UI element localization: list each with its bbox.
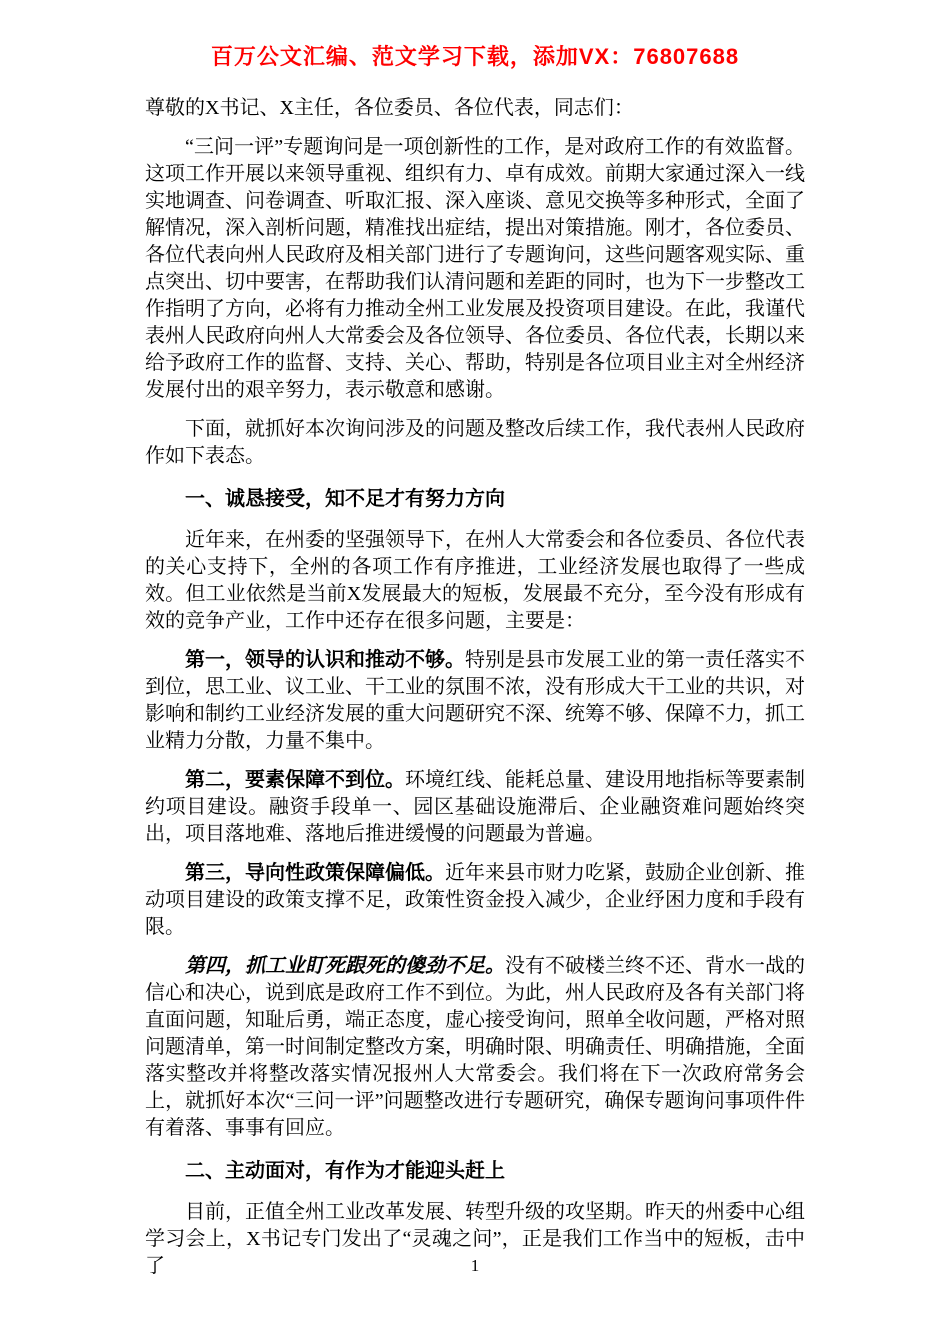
paragraph-item-4 bbox=[145, 953, 805, 1142]
paragraph-transition: 下面，就抓好本次询问涉及的问题及整改后续工作，我代表州人民政府作如下表态。 bbox=[145, 418, 805, 467]
item-1-text: 特别是县市发展工业的第一责任落实不到位，思工业、议工业、干工业的氛围不浓，没有形成大干工业的共识，对影响和制约工业经济发展的重大问题研究不深、统筹不够、保障不力，抓工业精力分散，力量不集中。 bbox=[145, 649, 805, 752]
paragraph-intro: “三问一评”专题询问是一项创新性的工作，是对政府工作的有效监督。这项工作开展以来领导重视、组织有力、卓有成效。前期大家通过深入一线实地调查、问卷调查、听取汇报、深入座谈、意见交换等多种形式，全面了解情况，深入剖析问题，精准找出症结，提出对策措施。刚才，各位委员、各位代表向州人民政府及相关部门进行了专题询问，这些问题客观实际、重点突出、切中要害，在帮助我们认清问题和差距的同时，也为下一步整改工作指明了方向，必将有力推动全州工业发展及投资项目建设。在此，我谨代表州人民政府向州人大常委会及各位领导、各位委员、各位代表，长期以来给予政府工作的监督、支持、关心、帮助，特别是各位项目业主对全州经济发展付出的艰辛努力，表示敬意和感谢。 bbox=[145, 136, 805, 401]
paragraph-section2-intro: 目前，正值全州工业改革发展、转型升级的攻坚期。昨天的州委中心组学习会上，X书记专门发出了“灵魂之问”，正是我们工作当中的短板，击中了 bbox=[145, 1201, 805, 1277]
salutation-line: 尊敬的X书记、X主任，各位委员、各位代表，同志们： bbox=[145, 97, 634, 119]
item-3-text: 近年来县市财力吃紧，鼓励企业创新、推动项目建设的政策支撑不足，政策性资金投入减少，企业纾困力度和手段有限。 bbox=[145, 862, 805, 938]
item-3-lead: 第三，导向性政策保障偏低。 bbox=[185, 862, 445, 884]
item-1-lead: 第一，领导的认识和推动不够。 bbox=[185, 649, 465, 671]
item-2-text: 环境红线、能耗总量、建设用地指标等要素制约项目建设。融资手段单一、园区基础设施滞后、企业融资难问题始终突出，项目落地难、落地后推进缓慢的问题最为普遍。 bbox=[145, 769, 805, 845]
section-heading-2: 二、主动面对，有作为才能迎头赶上 bbox=[185, 1160, 505, 1182]
document-body bbox=[145, 95, 805, 1280]
page-number: 1 bbox=[470, 1256, 480, 1275]
paragraph-section1-intro: 近年来，在州委的坚强领导下，在州人大常委会和各位委员、各位代表的关心支持下，全州的各项工作有序推进，工业经济发展也取得了一些成效。但工业依然是当前X发展最大的短板，发展最不充分，至今没有形成有效的竞争产业，工作中还存在很多问题，主要是： bbox=[145, 529, 805, 632]
paragraph-item-1 bbox=[145, 647, 805, 755]
header-promo-text: 百万公文汇编、范文学习下载，添加VX：76807688 bbox=[210, 44, 740, 69]
item-4-lead: 第四，抓工业盯死跟死的傻劲不足。 bbox=[185, 955, 505, 977]
paragraph-item-3 bbox=[145, 860, 805, 941]
section-heading-1: 一、诚恳接受，知不足才有努力方向 bbox=[185, 488, 505, 510]
paragraph-item-2 bbox=[145, 767, 805, 848]
item-2-lead: 第二，要素保障不到位。 bbox=[185, 769, 405, 791]
item-4-text: 没有不破楼兰终不还、背水一战的信心和决心，说到底是政府工作不到位。为此，州人民政府及各有关部门将直面问题，知耻后勇，端正态度，虚心接受询问，照单全收问题，严格对照问题清单，第一时间制定整改方案，明确时限、明确责任、明确措施，全面落实整改并将整改落实情况报州人大常委会。我们将在下一次政府常务会上，就抓好本次“三问一评”问题整改进行专题研究，确保专题询问事项件件有着落、事事有回应。 bbox=[145, 955, 805, 1139]
